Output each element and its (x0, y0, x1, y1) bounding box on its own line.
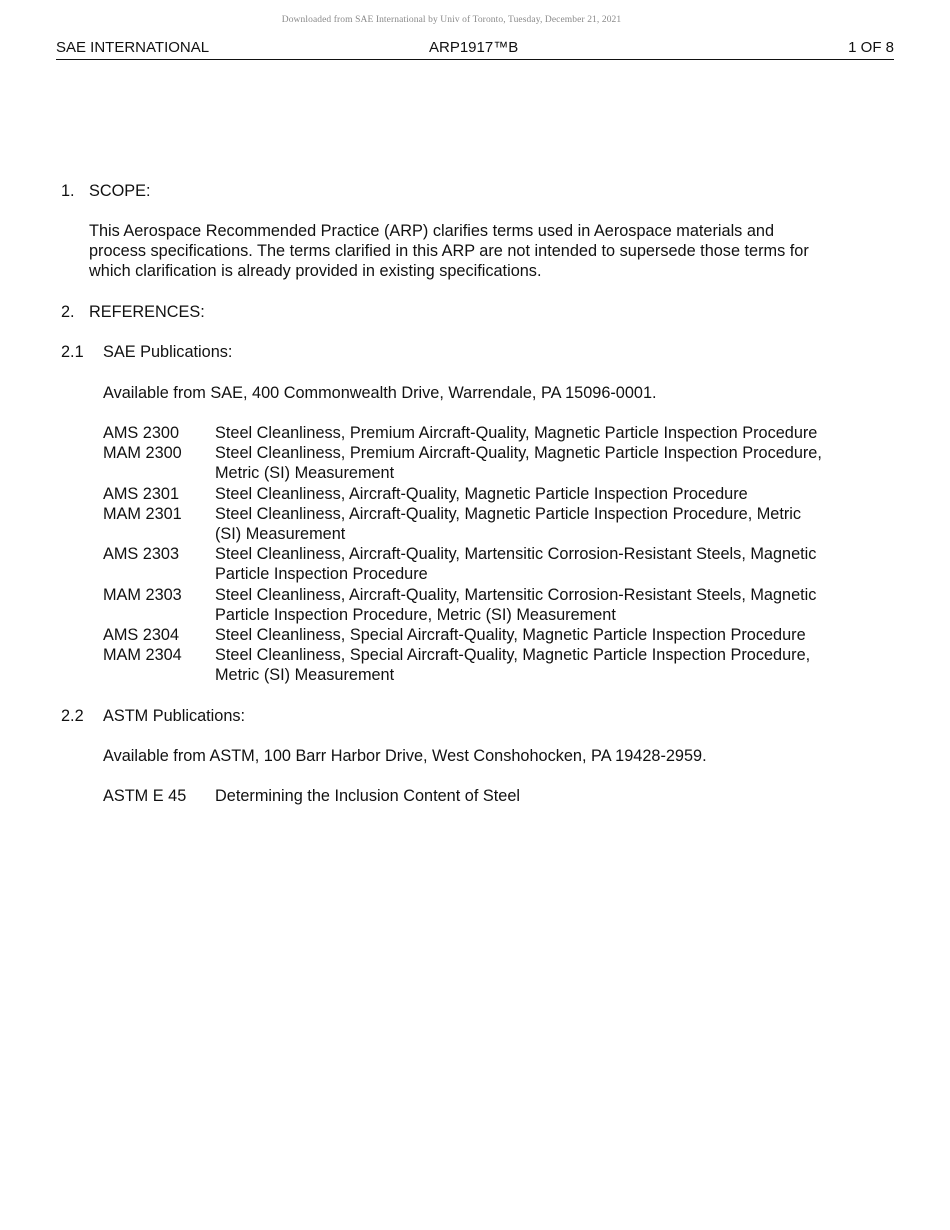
subsection-title-astm: ASTM Publications: (103, 707, 246, 725)
reference-title: Steel Cleanliness, Aircraft-Quality, Martensitic Corrosion-Resistant Steels, Magnetic Particle Inspection Procedure, Metric (SI) Measurement (215, 585, 817, 624)
reference-code: MAM 2301 (103, 504, 182, 523)
subsection-number-astm: 2.2 (61, 707, 84, 725)
section-title-references: REFERENCES: (89, 303, 205, 321)
scope-line: which clarification is already provided in existing specifications. (89, 262, 542, 281)
reference-row (103, 484, 863, 504)
reference-row (103, 443, 863, 483)
reference-code: AMS 2303 (103, 545, 180, 564)
header-publisher: SAE INTERNATIONAL (56, 39, 210, 56)
page-header (56, 38, 894, 60)
astm-reference-list (103, 786, 863, 806)
section-number-scope: 1. (61, 182, 75, 200)
section-number-references: 2. (61, 303, 75, 321)
astm-availability: Available from ASTM, 100 Barr Harbor Drive, West Conshohocken, PA 19428-2959. (103, 747, 707, 765)
reference-code: AMS 2301 (103, 484, 180, 503)
scope-paragraph (89, 221, 864, 282)
reference-row (103, 544, 863, 584)
scope-line: process specifications. The terms clarified in this ARP are not intended to supersede those terms for (89, 242, 809, 261)
reference-row (103, 645, 863, 685)
scope-line: This Aerospace Recommended Practice (ARP) clarifies terms used in Aerospace materials and (89, 222, 775, 240)
download-watermark: Downloaded from SAE International by Univ of Toronto, Tuesday, December 21, 2021 (281, 15, 622, 25)
section-title-scope: SCOPE: (89, 182, 151, 200)
reference-row (103, 423, 863, 443)
reference-title: Steel Cleanliness, Premium Aircraft-Quality, Magnetic Particle Inspection Procedure, Metric (SI) Measurement (215, 444, 822, 483)
reference-row (103, 504, 863, 544)
subsection-title-sae: SAE Publications: (103, 343, 233, 361)
reference-code: AMS 2304 (103, 626, 180, 645)
header-document-number: ARP1917™B (429, 39, 519, 56)
reference-code: MAM 2300 (103, 444, 182, 463)
reference-code: AMS 2300 (103, 424, 180, 442)
reference-title: Steel Cleanliness, Premium Aircraft-Quality, Magnetic Particle Inspection Procedure (215, 424, 818, 442)
reference-code: ASTM E 45 (103, 787, 187, 805)
reference-title: Determining the Inclusion Content of Steel (215, 787, 520, 805)
reference-title: Steel Cleanliness, Aircraft-Quality, Magnetic Particle Inspection Procedure (215, 484, 748, 503)
sae-availability: Available from SAE, 400 Commonwealth Drive, Warrendale, PA 15096-0001. (103, 384, 657, 402)
reference-title: Steel Cleanliness, Special Aircraft-Quality, Magnetic Particle Inspection Procedure (215, 626, 806, 645)
reference-code: MAM 2303 (103, 585, 182, 604)
sae-reference-list (103, 423, 863, 686)
reference-row (103, 625, 863, 645)
reference-title: Steel Cleanliness, Aircraft-Quality, Magnetic Particle Inspection Procedure, Metric (SI) Measurement (215, 504, 802, 544)
reference-title: Steel Cleanliness, Special Aircraft-Quality, Magnetic Particle Inspection Procedure, Metric (SI) Measurement (215, 646, 811, 685)
reference-code: MAM 2304 (103, 646, 182, 665)
reference-row (103, 585, 863, 625)
reference-title: Steel Cleanliness, Aircraft-Quality, Martensitic Corrosion-Resistant Steels, Magnetic Particle Inspection Procedure (215, 545, 817, 584)
subsection-number-sae: 2.1 (61, 343, 84, 361)
reference-row (103, 786, 863, 806)
header-page-number: 1 OF 8 (848, 39, 894, 56)
